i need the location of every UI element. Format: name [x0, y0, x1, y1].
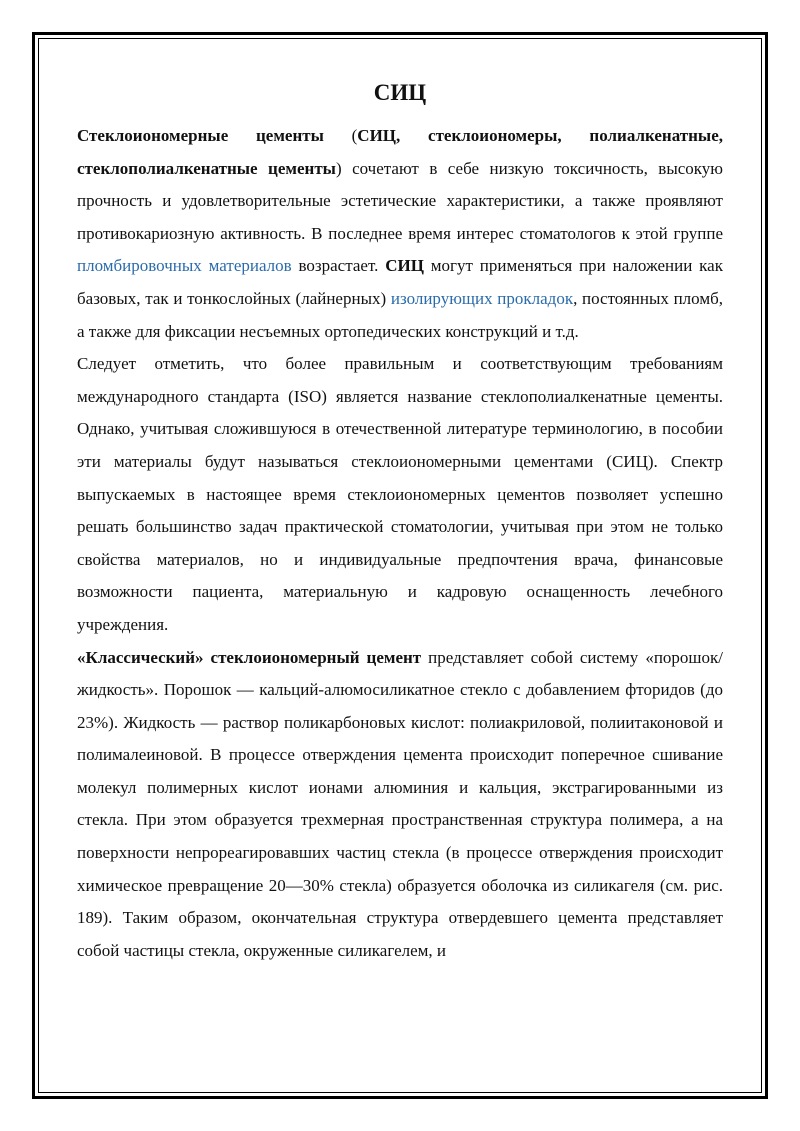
document-body — [77, 76, 723, 967]
link-insulating-pads[interactable]: изолирующих прокладок — [390, 288, 574, 308]
term-sic: Стеклоиономерные цементы — [77, 126, 324, 145]
term-classic-cement: «Классический» стеклоиономерный цемент — [77, 647, 422, 667]
paragraph-iso: Следует отметить, что более правильным и соответствующим требованиям международного стандарта (ISO) является название стеклополиалкенатные цементы. Однако, учитывая сложившуюся в отечественной литературе терминологию, в пособии эти материалы будут называться стеклоиономерными цементами (СИЦ). Спектр выпускаемых в настоящее время стеклоиономерных цементов позволяет успешно решать большинство задач практической стоматологии, учитывая при этом не только свойства материалов, но и индивидуальные предпочтения врача, финансовые возможности пациента, материальную и кадровую оснащенность лечебного учреждения. — [77, 354, 723, 634]
paragraph-classic: «Классический» стеклоиономерный цемент представляет собой систему «порошок/жидкость». Порошок — кальций-алюмосиликатное стекло с добавлением фторидов (до 23%). Жидкость — раствор поликарбоновых кислот: полиакриловой, полиитаконовой и полималеиновой. В процессе отверждения цемента происходит поперечное сшивание молекул полимерных кислот ионами алюминия и кальция, экстрагированными из стекла. При этом образуется трехмерная пространственная структура полимера, а на поверхности непрореагировавших частиц стекла (в процессе отверждения происходит химическое превращение 20—30% стекла) образуется оболочка из силикагеля (см. рис. 189). Таким образом, окончательная структура отвердевшего цемента представляет собой частицы стекла, окруженные силикагелем, и — [77, 647, 723, 960]
document-title: СИЦ — [373, 80, 427, 105]
link-filling-materials[interactable]: пломбировочных материалов — [77, 256, 292, 276]
term-synonyms: СИЦ, стеклоиономеры, полиалкенатные, стеклополиалкенатные цементы — [77, 126, 723, 178]
term-sic-abbrev: СИЦ — [385, 256, 424, 276]
paragraph-intro: Стеклоиономерные цементы (СИЦ, стеклоиономеры, полиалкенатные, стеклополиалкенатные цементы) сочетают в себе низкую токсичность, высокую прочность и удовлетворительные эстетические характеристики, а также проявляют противокариозную активность. В последнее время интерес стоматологов к этой группе пломбировочных материалов возрастает. СИЦ могут применяться при наложении как базовых, так и тонкослойных (лайнерных) изолирующих прокладок, постоянных пломб, а также для фиксации несъемных ортопедических конструкций и т.д. — [77, 126, 724, 341]
